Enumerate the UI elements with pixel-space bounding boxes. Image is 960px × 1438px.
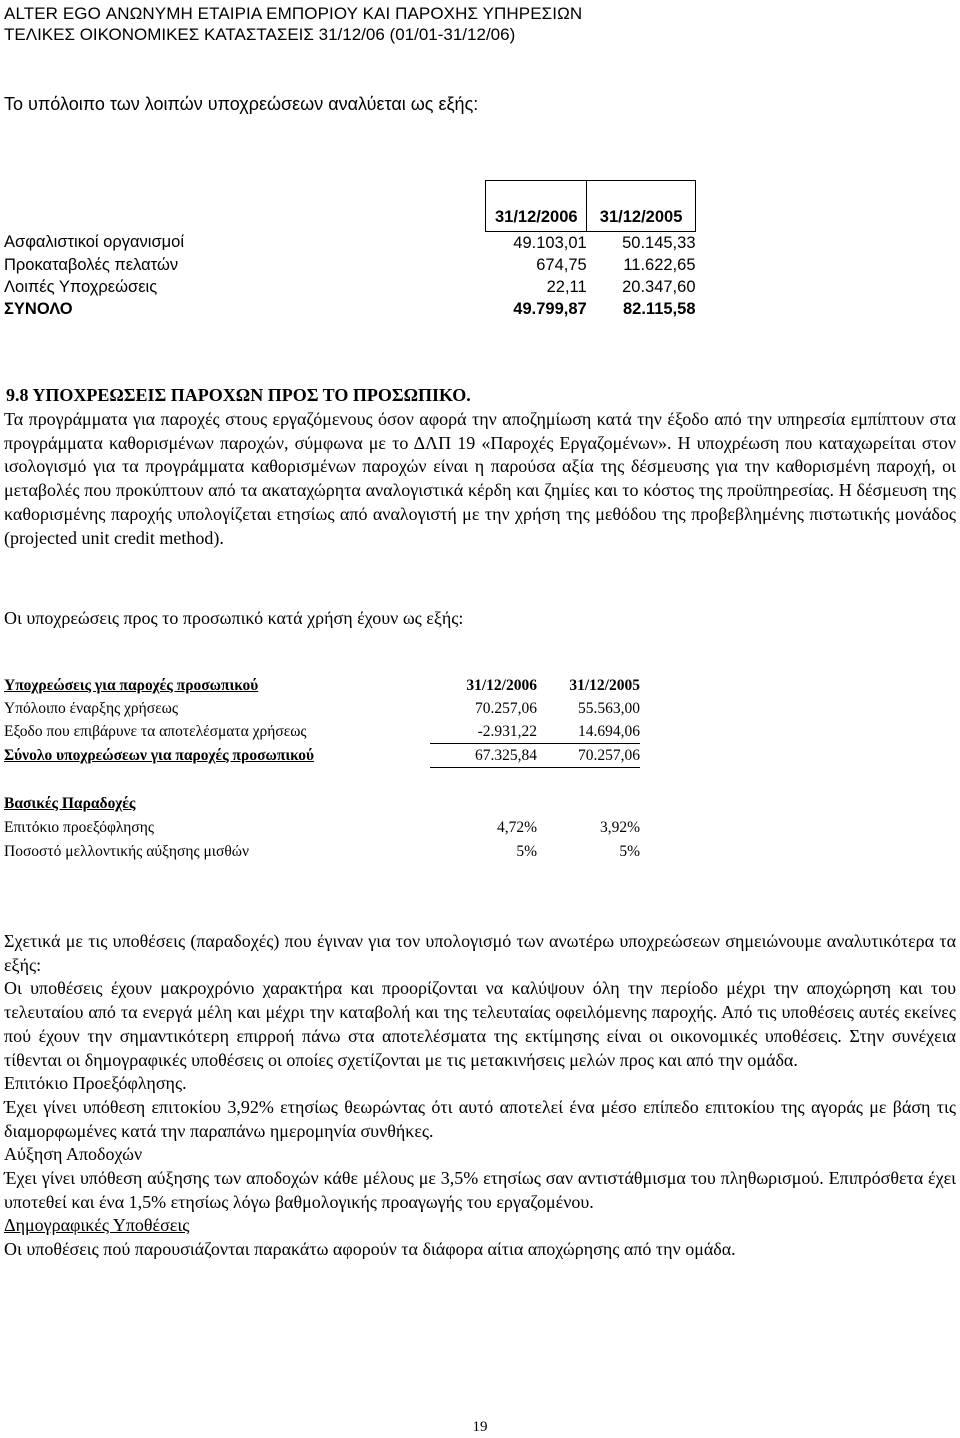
column-header-2006: 31/12/2006	[466, 676, 537, 694]
intro-text: Το υπόλοιπο των λοιπών υποχρεώσεων αναλύεται ως εξής:	[4, 94, 479, 114]
basic-assumptions-table	[4, 792, 640, 864]
row-label: Υπόλοιπο έναρξης χρήσεως	[4, 699, 178, 717]
row-label: Επιτόκιο προεξόφλησης	[4, 819, 154, 836]
table-row	[4, 816, 640, 840]
table-row	[4, 232, 696, 255]
row-label: Προκαταβολές πελατών	[4, 255, 179, 274]
company-name-header: ALTER EGO ΑΝΩΝΥΜΗ ΕΤΑΙΡΙΑ ΕΜΠΟΡΙΟΥ ΚΑΙ ΠΑΡΟΧΗΣ ΥΠΗΡΕΣΙΩΝ	[4, 4, 583, 23]
value-2005: 14.694,06	[537, 720, 640, 744]
value-2006: 70.257,06	[475, 699, 537, 717]
table-row	[4, 254, 696, 276]
table-title: Βασικές Παραδοχές	[4, 795, 136, 812]
value-2005: 5%	[619, 843, 640, 860]
value-2005: 50.145,33	[622, 233, 696, 252]
demographic-text: Οι υποθέσεις πού παρουσιάζονται παρακάτω αφορούν τα διάφορα αίτια αποχώρησης από την ομάδα.	[4, 1239, 736, 1260]
total-2005: 82.115,58	[623, 299, 696, 318]
value-2005: 20.347,60	[622, 277, 696, 296]
value-2006: 674,75	[536, 255, 587, 274]
row-label: Ποσοστό μελλοντικής αύξησης μισθών	[4, 843, 249, 860]
salary-increase-heading: Αύξηση Αποδοχών	[4, 1144, 143, 1165]
value-2006: 49.103,01	[513, 233, 587, 252]
other-liabilities-table	[4, 180, 696, 320]
table-row	[4, 276, 696, 298]
report-title-header: ΤΕΛΙΚΕΣ ΟΙΚΟΝΟΜΙΚΕΣ ΚΑΤΑΣΤΑΣΕΙΣ 31/12/06 (01/01-31/12/06)	[4, 25, 516, 44]
total-label: ΣΥΝΟΛΟ	[4, 299, 73, 318]
liabilities-intro-paragraph: Οι υποχρεώσεις προς το προσωπικό κατά χρήση έχουν ως εξής:	[4, 608, 464, 628]
notes-general: Οι υποθέσεις έχουν μακροχρόνιο χαρακτήρα και προορίζονται να καλύψουν όλη την περίοδο μέχρι την αποχώρηση και του τελευταίου από τα ενεργά μέλη και μέχρι την καταβολή και της τελευταίας οφειλόμενης παροχής. Από τις υποθέσεις αυτές εκείνες πού έχουν την σημαντικότερη επιρροή πάνω στα αποτελέσματα της εκτίμησης είναι οι οικονομικές υποθέσεις. Στην συνέχεια τίθενται οι δημογραφικές υποθέσεις οι οποίες σχετίζονται με τις μετακινήσεις μελών προς και από την ομάδα.	[4, 978, 956, 1070]
section-title: 9.8 ΥΠΟΧΡΕΩΣΕΙΣ ΠΑΡΟΧΩΝ ΠΡΟΣ ΤΟ ΠΡΟΣΩΠΙΚΟ.	[6, 385, 471, 405]
employee-benefit-liabilities-table	[4, 674, 640, 768]
value-2006: 22,11	[546, 277, 587, 296]
assumptions-notes	[4, 930, 956, 1262]
row-label: Λοιπές Υποχρεώσεις	[4, 277, 158, 296]
row-label: Εξοδο που επιβάρυνε τα αποτελέσματα χρήσεως	[4, 722, 307, 740]
row-label: Ασφαλιστικοί οργανισμοί	[4, 233, 184, 252]
value-2005: 55.563,00	[578, 699, 640, 717]
value-2006: 5%	[516, 843, 537, 860]
table-row	[4, 697, 640, 720]
value-2005: 3,92%	[599, 819, 640, 836]
notes-intro: Σχετικά με τις υποθέσεις (παραδοχές) που έγιναν για τον υπολογισμό των ανωτέρω υποχρεώσεων σημειώνουμε αναλυτικότερα τα εξής:	[4, 931, 956, 975]
table-row	[4, 840, 640, 864]
total-label: Σύνολο υποχρεώσεων για παροχές προσωπικού	[4, 746, 315, 764]
discount-rate-heading: Επιτόκιο Προεξόφλησης.	[4, 1073, 187, 1094]
demographic-heading: Δημογραφικές Υποθέσεις	[4, 1215, 190, 1236]
total-2006: 67.325,84	[430, 744, 537, 768]
table-header-row	[4, 181, 696, 232]
table-header-row	[4, 674, 640, 697]
employee-benefits-paragraph: Τα προγράμματα για παροχές στους εργαζόμενους όσον αφορά την αποζημίωση κατά την έξοδο από την υπηρεσία εμπίπτουν στα προγράμματα καθορισμένων παροχών, σύμφωνα με το ΔΛΠ 19 «Παροχές Εργαζομένων». Η υποχρέωση που καταχωρείται στον ισολογισμό για τα προγράμματα καθορισμένων παροχών είναι η παρούσα αξία της δέσμευσης για την καθορισμένη παροχή, οι μεταβολές που προκύπτουν από τα ακαταχώρητα αναλογιστικά κέρδη και ζημίες και το κόστος της προϋπηρεσίας. Η δέσμευση της καθορισμένης παροχής υπολογίζεται ετησίως από αναλογιστή με την χρήση της μεθόδου της προβεβλημένης πιστωτικής μονάδος (projected unit credit method).	[4, 409, 956, 548]
column-header-2005: 31/12/2005	[569, 676, 640, 694]
total-2006: 49.799,87	[513, 299, 587, 318]
value-2006: -2.931,22	[430, 720, 537, 744]
page-number: 19	[472, 1419, 488, 1435]
column-header-2005: 31/12/2005	[587, 181, 696, 232]
column-header-2006: 31/12/2006	[486, 181, 587, 232]
total-row	[4, 744, 640, 768]
value-2005: 11.622,65	[623, 255, 696, 274]
table-header-row	[4, 792, 640, 816]
discount-rate-text: Έχει γίνει υπόθεση επιτοκίου 3,92% ετησίως θεωρώντας ότι αυτό αποτελεί ένα μέσο επίπεδο επιτοκίου της αγοράς με βάση τις διαμορφωμένες κατά την παραπάνω ημερομηνία συνθήκες.	[4, 1096, 956, 1141]
table-title: Υποχρεώσεις για παροχές προσωπικού	[4, 676, 259, 694]
table-row	[4, 720, 640, 744]
total-row	[4, 298, 696, 320]
value-2006: 4,72%	[496, 819, 537, 836]
salary-increase-text: Έχει γίνει υπόθεση αύξησης των αποδοχών κάθε μέλους με 3,5% ετησίως σαν αντιστάθμισμα του πληθωρισμού. Επιπρόσθετα έχει υποτεθεί και ένα 1,5% ετησίως λόγω βαθμολογικής προαγωγής του εργαζομένου.	[4, 1168, 956, 1212]
total-2005: 70.257,06	[537, 744, 640, 768]
